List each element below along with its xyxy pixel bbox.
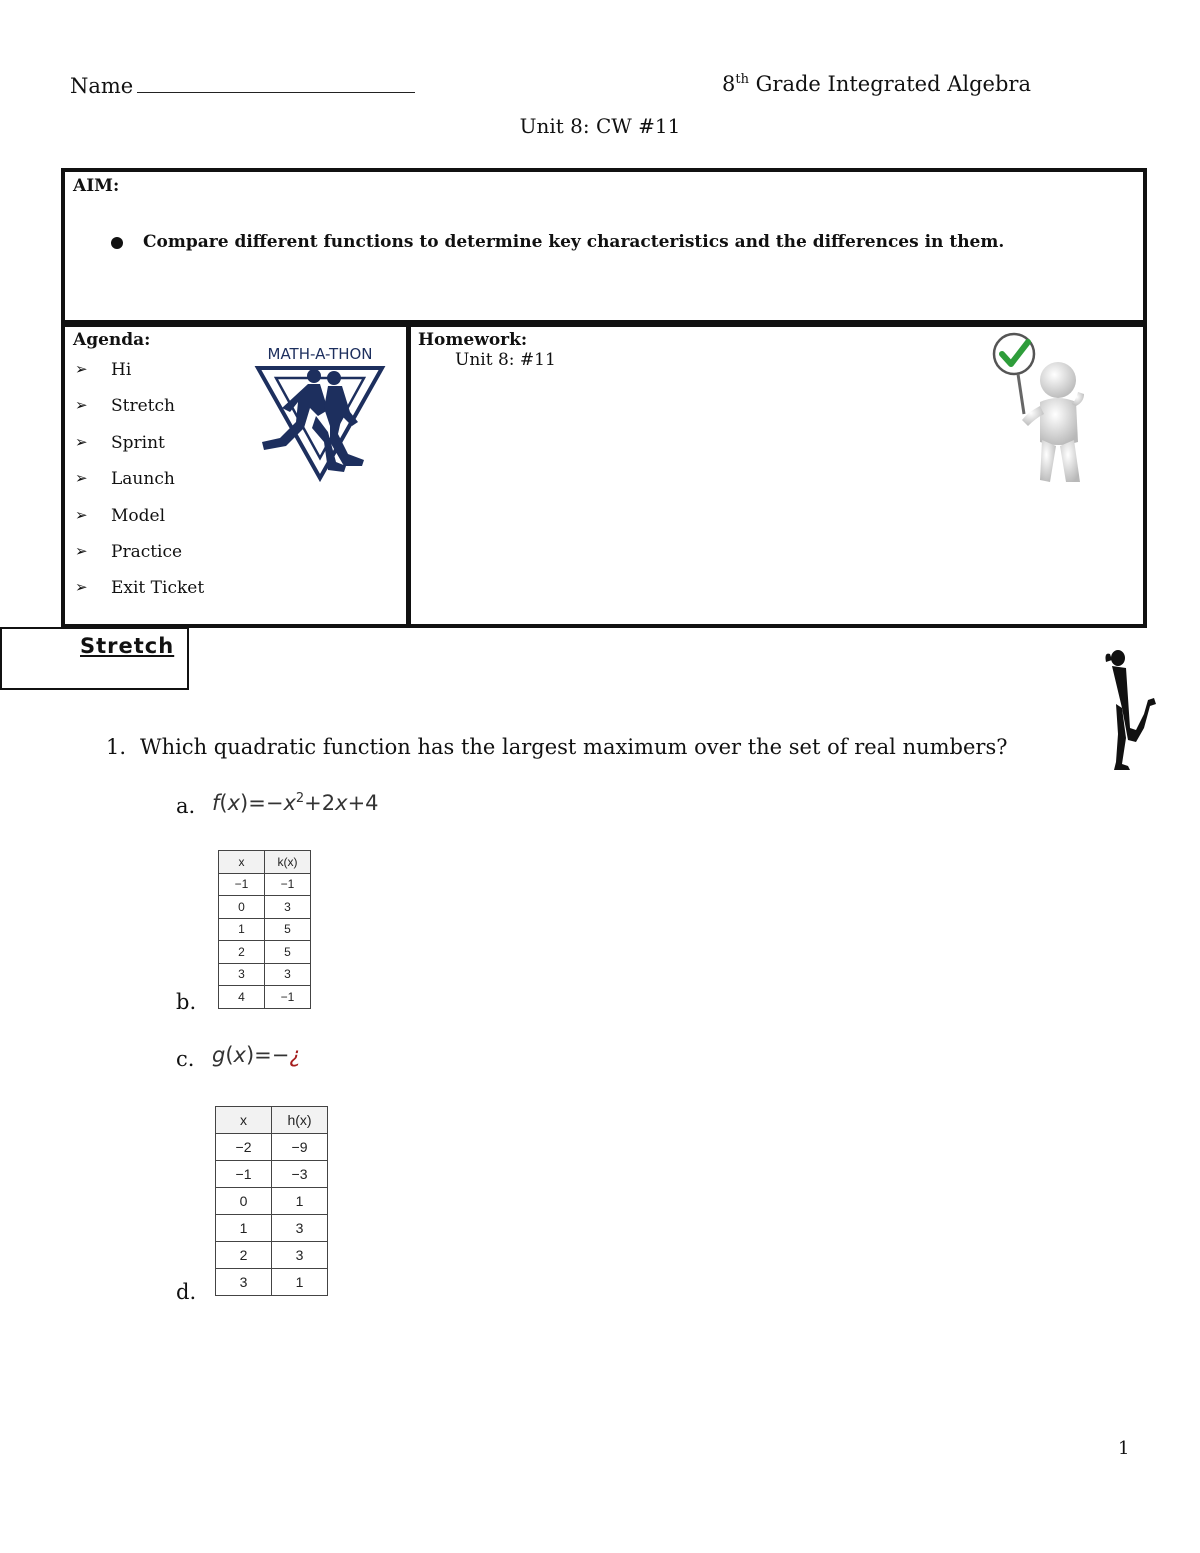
agenda-label: Agenda:	[73, 330, 151, 350]
stretching-runner-icon	[1100, 648, 1160, 772]
homework-label: Homework:	[418, 330, 528, 350]
agenda-item	[75, 542, 204, 578]
agenda-item-label: Stretch	[111, 396, 175, 417]
arrow-bullet-icon: ➢	[75, 469, 88, 488]
question-number: 1.	[106, 735, 127, 759]
table-header-cell: x	[216, 1107, 272, 1134]
question-1	[106, 735, 1007, 759]
aim-box	[61, 168, 1147, 327]
name-blank-line[interactable]	[137, 72, 415, 93]
table-h-values	[215, 1106, 328, 1296]
table-cell: 1	[272, 1269, 328, 1296]
arrow-bullet-icon: ➢	[75, 505, 88, 524]
table-cell: 2	[216, 1242, 272, 1269]
agenda-item	[75, 433, 204, 469]
table-cell: −1	[219, 873, 265, 896]
table-cell: 3	[272, 1242, 328, 1269]
table-row	[216, 1242, 328, 1269]
option-c-letter: c.	[176, 1047, 195, 1071]
aim-item	[111, 232, 1004, 252]
page-number: 1	[1118, 1438, 1130, 1459]
expr-part: x	[227, 791, 241, 815]
agenda-item-label: Exit Ticket	[111, 578, 205, 599]
table-row	[219, 873, 311, 896]
expr-part: x	[233, 1043, 246, 1067]
table-k-values	[218, 850, 311, 1009]
table-header-cell: k(x)	[265, 851, 311, 874]
table-cell: 1	[216, 1215, 272, 1242]
agenda-item	[75, 578, 204, 614]
table-row	[216, 1188, 328, 1215]
expr-part: (	[225, 1043, 234, 1067]
table-row	[219, 918, 311, 941]
homework-item: Unit 8: #11	[455, 350, 556, 370]
aim-text: Compare different functions to determine key characteristics and the differences in them.	[143, 232, 1005, 252]
arrow-bullet-icon: ➢	[75, 578, 88, 597]
table-row	[219, 896, 311, 919]
expr-part: f	[212, 791, 220, 815]
expr-part: 2	[295, 791, 305, 806]
agenda-item-label: Model	[111, 505, 166, 526]
table-cell: −1	[216, 1161, 272, 1188]
table-row	[216, 1161, 328, 1188]
table-row	[219, 963, 311, 986]
agenda-item	[75, 396, 204, 432]
grade-superscript: th	[735, 72, 749, 87]
table-cell: −9	[272, 1134, 328, 1161]
agenda-item	[75, 506, 204, 542]
stretch-heading: Stretch	[80, 634, 175, 658]
table-cell: 3	[272, 1215, 328, 1242]
expr-part: (	[219, 791, 228, 815]
logo-text: MATH-A-THON	[267, 345, 373, 363]
expr-part: ¿	[289, 1043, 301, 1067]
arrow-bullet-icon: ➢	[75, 360, 88, 378]
aim-label: AIM:	[73, 176, 120, 196]
table-header-row	[219, 851, 311, 874]
table-cell: 3	[265, 896, 311, 919]
option-b-letter: b.	[176, 990, 197, 1014]
question-text: Which quadratic function has the largest maximum over the set of real numbers?	[140, 735, 1008, 759]
expr-part: g	[212, 1043, 226, 1067]
agenda-item	[75, 360, 204, 396]
table-cell: −2	[216, 1134, 272, 1161]
agenda-item-label: Launch	[111, 469, 175, 490]
agenda-item-label: Practice	[111, 541, 183, 562]
table-cell: 3	[265, 963, 311, 986]
table-header-cell: h(x)	[272, 1107, 328, 1134]
table-cell: 1	[272, 1188, 328, 1215]
course-title	[722, 72, 1031, 96]
table-cell: 5	[265, 941, 311, 964]
arrow-bullet-icon: ➢	[75, 396, 88, 415]
bullet-icon	[111, 237, 123, 249]
arrow-bullet-icon: ➢	[75, 432, 88, 451]
table-row	[219, 986, 311, 1009]
table-row	[219, 941, 311, 964]
table-row	[216, 1269, 328, 1296]
table-row	[216, 1215, 328, 1242]
option-c-expression	[212, 1043, 301, 1067]
table-row	[216, 1134, 328, 1161]
agenda-item	[75, 469, 204, 505]
expr-part: )=−	[245, 1043, 290, 1067]
table-cell: 2	[219, 941, 265, 964]
agenda-item-label: Hi	[111, 360, 132, 380]
expr-part: x	[283, 791, 296, 815]
option-d-letter: d.	[176, 1280, 197, 1304]
table-cell: 1	[219, 918, 265, 941]
table-cell: 5	[265, 918, 311, 941]
arrow-bullet-icon: ➢	[75, 541, 88, 560]
expr-part: x	[335, 791, 348, 815]
table-cell: 3	[219, 963, 265, 986]
table-header-row	[216, 1107, 328, 1134]
name-field	[70, 72, 415, 98]
option-a-expression	[212, 791, 379, 815]
course-name: Grade Integrated Algebra	[748, 72, 1031, 96]
table-cell: −3	[272, 1161, 328, 1188]
name-label: Name	[70, 74, 134, 98]
grade-number: 8	[722, 72, 736, 96]
table-cell: 4	[219, 986, 265, 1009]
expr-part: +2	[304, 791, 336, 815]
table-cell: 0	[216, 1188, 272, 1215]
table-cell: −1	[265, 873, 311, 896]
expr-part: +4	[347, 791, 379, 815]
agenda-item-label: Sprint	[111, 432, 165, 453]
expr-part: )=−	[240, 791, 284, 815]
table-cell: −1	[265, 986, 311, 1009]
table-cell: 0	[219, 896, 265, 919]
checkmark-person-icon	[988, 330, 1093, 490]
math-a-thon-logo	[252, 342, 388, 484]
table-cell: 3	[216, 1269, 272, 1296]
option-a-letter: a.	[176, 794, 196, 818]
unit-title: Unit 8: CW #11	[519, 114, 681, 138]
agenda-list	[75, 360, 204, 615]
table-header-cell: x	[219, 851, 265, 874]
